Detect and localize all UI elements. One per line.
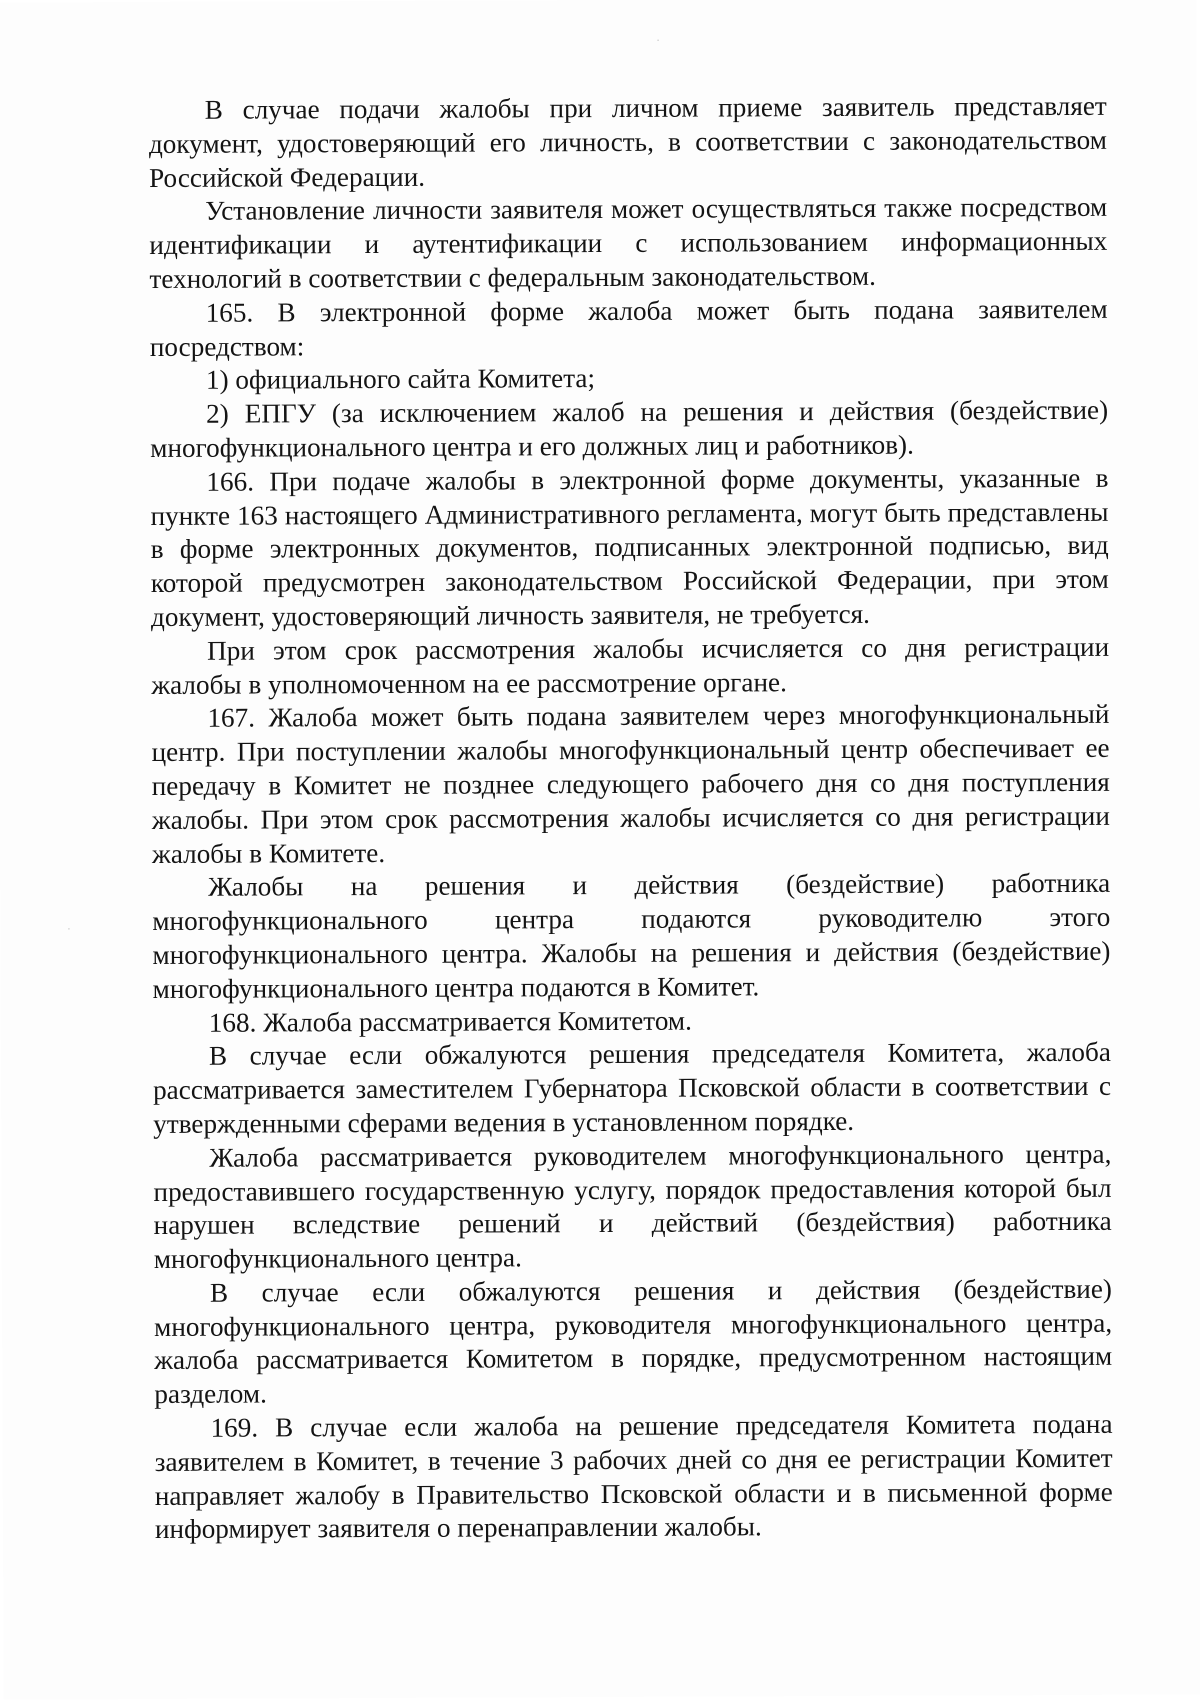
list-item-epgu: 2) ЕПГУ (за исключением жалоб на решения и действия (бездействие) многофункционального центра и его должных лиц и работников).	[150, 394, 1109, 463]
paragraph-review-term: При этом срок рассмотрения жалобы исчисляется со дня регистрации жалобы в уполномоченном на ее рассмотрение органе.	[151, 631, 1110, 700]
paragraph-167: 167. Жалоба может быть подана заявителем через многофункциональный центр. При поступлении жалобы многофункциональный центр обеспечивает ее передачу в Комитет не позднее следующего рабочего дня со дня поступления жалобы. При этом срок рассмотрения жалобы исчисляется со дня регистрации жалобы в Комитете.	[151, 699, 1110, 869]
paragraph-168: 168. Жалоба рассматривается Комитетом.	[208, 1005, 692, 1038]
scan-artifact: ·	[656, 35, 660, 47]
paragraph-mfc-head-review: Жалоба рассматривается руководителем многофункционального центра, предоставившего государственную услугу, порядок предоставления которой был нарушен вследствие решений и действий (бездействия) работника многофункционального центра.	[153, 1138, 1112, 1275]
paragraph-166: 166. При подаче жалобы в электронной форме документы, указанные в пункте 163 настоящего Административного регламента, могут быть представлены в форме электронных документов, подписанных электронной подписью, вид которой предусмотрен законодательством Российской Федерации, при этом документ, удостоверяющий личность заявителя, не требуется.	[150, 462, 1109, 632]
paragraph-mfc-head-appeal: В случае если обжалуются решения и действия (бездействие) многофункционального центра, руководителя многофункционального центра, жалоба рассматривается Комитетом в порядке, предусмотренном настоящим разделом.	[154, 1273, 1113, 1410]
paragraph-165: 165. В электронной форме жалоба может быть подана заявителем посредством:	[149, 293, 1108, 362]
scan-artifact: ·	[67, 924, 71, 936]
list-item-official-site: 1) официального сайта Комитета;	[205, 363, 596, 396]
paragraph-personal-reception: В случае подачи жалобы при личном приеме заявитель представляет документ, удостоверяющий его личность, в соответствии с законодательством Российской Федерации.	[148, 90, 1107, 193]
paragraph-169: 169. В случае если жалоба на решение председателя Комитета подана заявителем в Комитет, в течение 3 рабочих дней со дня ее регистрации Комитет направляет жалобу в Правительство Псковской области и в письменной форме информирует заявителя о перенаправлении жалобы.	[154, 1408, 1113, 1545]
paragraph-mfc-complaints: Жалобы на решения и действия (бездействие) работника многофункционального центра подаются руководителю этого многофункционального центра. Жалобы на решения и действия (бездействие) многофункционального центра подаются в Комитет.	[152, 868, 1111, 1004]
document-body	[149, 90, 1113, 1547]
paragraph-chairman-appeal: В случае если обжалуются решения председателя Комитета, жалоба рассматривается заместителем Губернатора Псковской области в соответствии с утвержденными сферами ведения в установленном порядке.	[152, 1037, 1112, 1139]
paragraph-identity-verification: Установление личности заявителя может осуществляться также посредством идентификации и аутентификации с использованием информационных технологий в соответствии с федеральным законодательством.	[149, 192, 1108, 294]
